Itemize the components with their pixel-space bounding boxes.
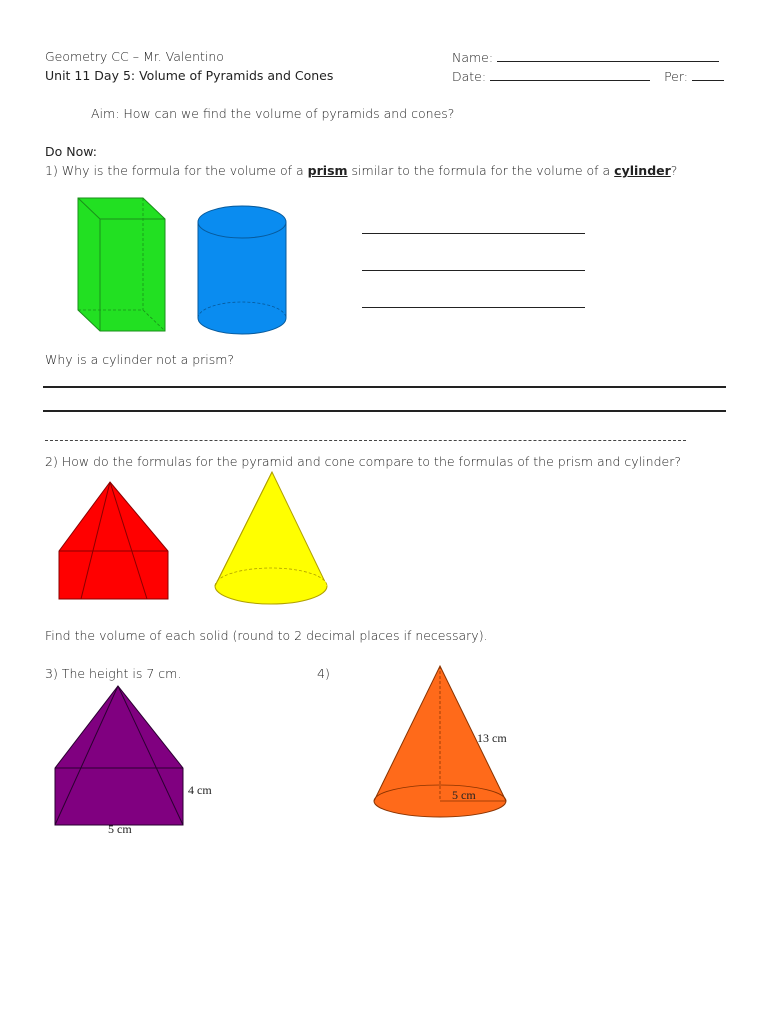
date-label: Date: — [452, 69, 487, 84]
blue-cylinder-figure — [196, 204, 288, 336]
purple-pyramid-figure — [53, 684, 185, 828]
aim: Aim: How can we find the volume of pyramids and cones? — [91, 106, 455, 121]
q1-cylinder-word: cylinder — [614, 163, 671, 178]
question-1 — [45, 163, 677, 178]
q1-answer-line-3[interactable] — [362, 307, 585, 308]
q3-side-label: 4 cm — [188, 783, 212, 797]
q1-prism-word: prism — [307, 163, 348, 178]
do-now-heading: Do Now: — [45, 144, 97, 159]
name-blank[interactable] — [497, 49, 719, 62]
name-label: Name: — [452, 50, 494, 65]
q1-middle: similar to the formula for the volume of a — [347, 163, 615, 178]
q1b-answer-line-1[interactable] — [43, 386, 726, 388]
per-blank[interactable] — [692, 68, 724, 81]
question-1b: Why is a cylinder not a prism? — [45, 352, 235, 367]
q4-radius-label: 5 cm — [452, 788, 476, 802]
instructions: Find the volume of each solid (round to 2 decimal places if necessary). — [45, 628, 488, 643]
name-row — [452, 49, 719, 65]
q1-suffix: ? — [670, 163, 678, 178]
unit-title: Unit 11 Day 5: Volume of Pyramids and Cones — [45, 68, 334, 83]
q1-prefix: 1) Why is the formula for the volume of a — [45, 163, 308, 178]
yellow-cone-figure — [212, 470, 330, 608]
question-3-label: 3) The height is 7 cm. — [45, 666, 182, 681]
section-divider — [45, 440, 686, 441]
q1-answer-line-2[interactable] — [362, 270, 585, 271]
course-title: Geometry CC – Mr. Valentino — [45, 49, 224, 64]
q1b-answer-line-2[interactable] — [43, 410, 726, 412]
date-row — [452, 68, 724, 84]
green-prism-figure — [76, 196, 168, 336]
q3-base-label: 5 cm — [108, 822, 132, 836]
question-2: 2) How do the formulas for the pyramid and cone compare to the formulas of the prism and cylinder? — [45, 454, 681, 469]
date-blank[interactable] — [490, 68, 650, 81]
q4-slant-label: 13 cm — [477, 731, 507, 745]
red-pyramid-figure — [57, 480, 169, 602]
q1-answer-line-1[interactable] — [362, 233, 585, 234]
question-4-label: 4) — [317, 666, 330, 681]
per-label: Per: — [664, 69, 688, 84]
